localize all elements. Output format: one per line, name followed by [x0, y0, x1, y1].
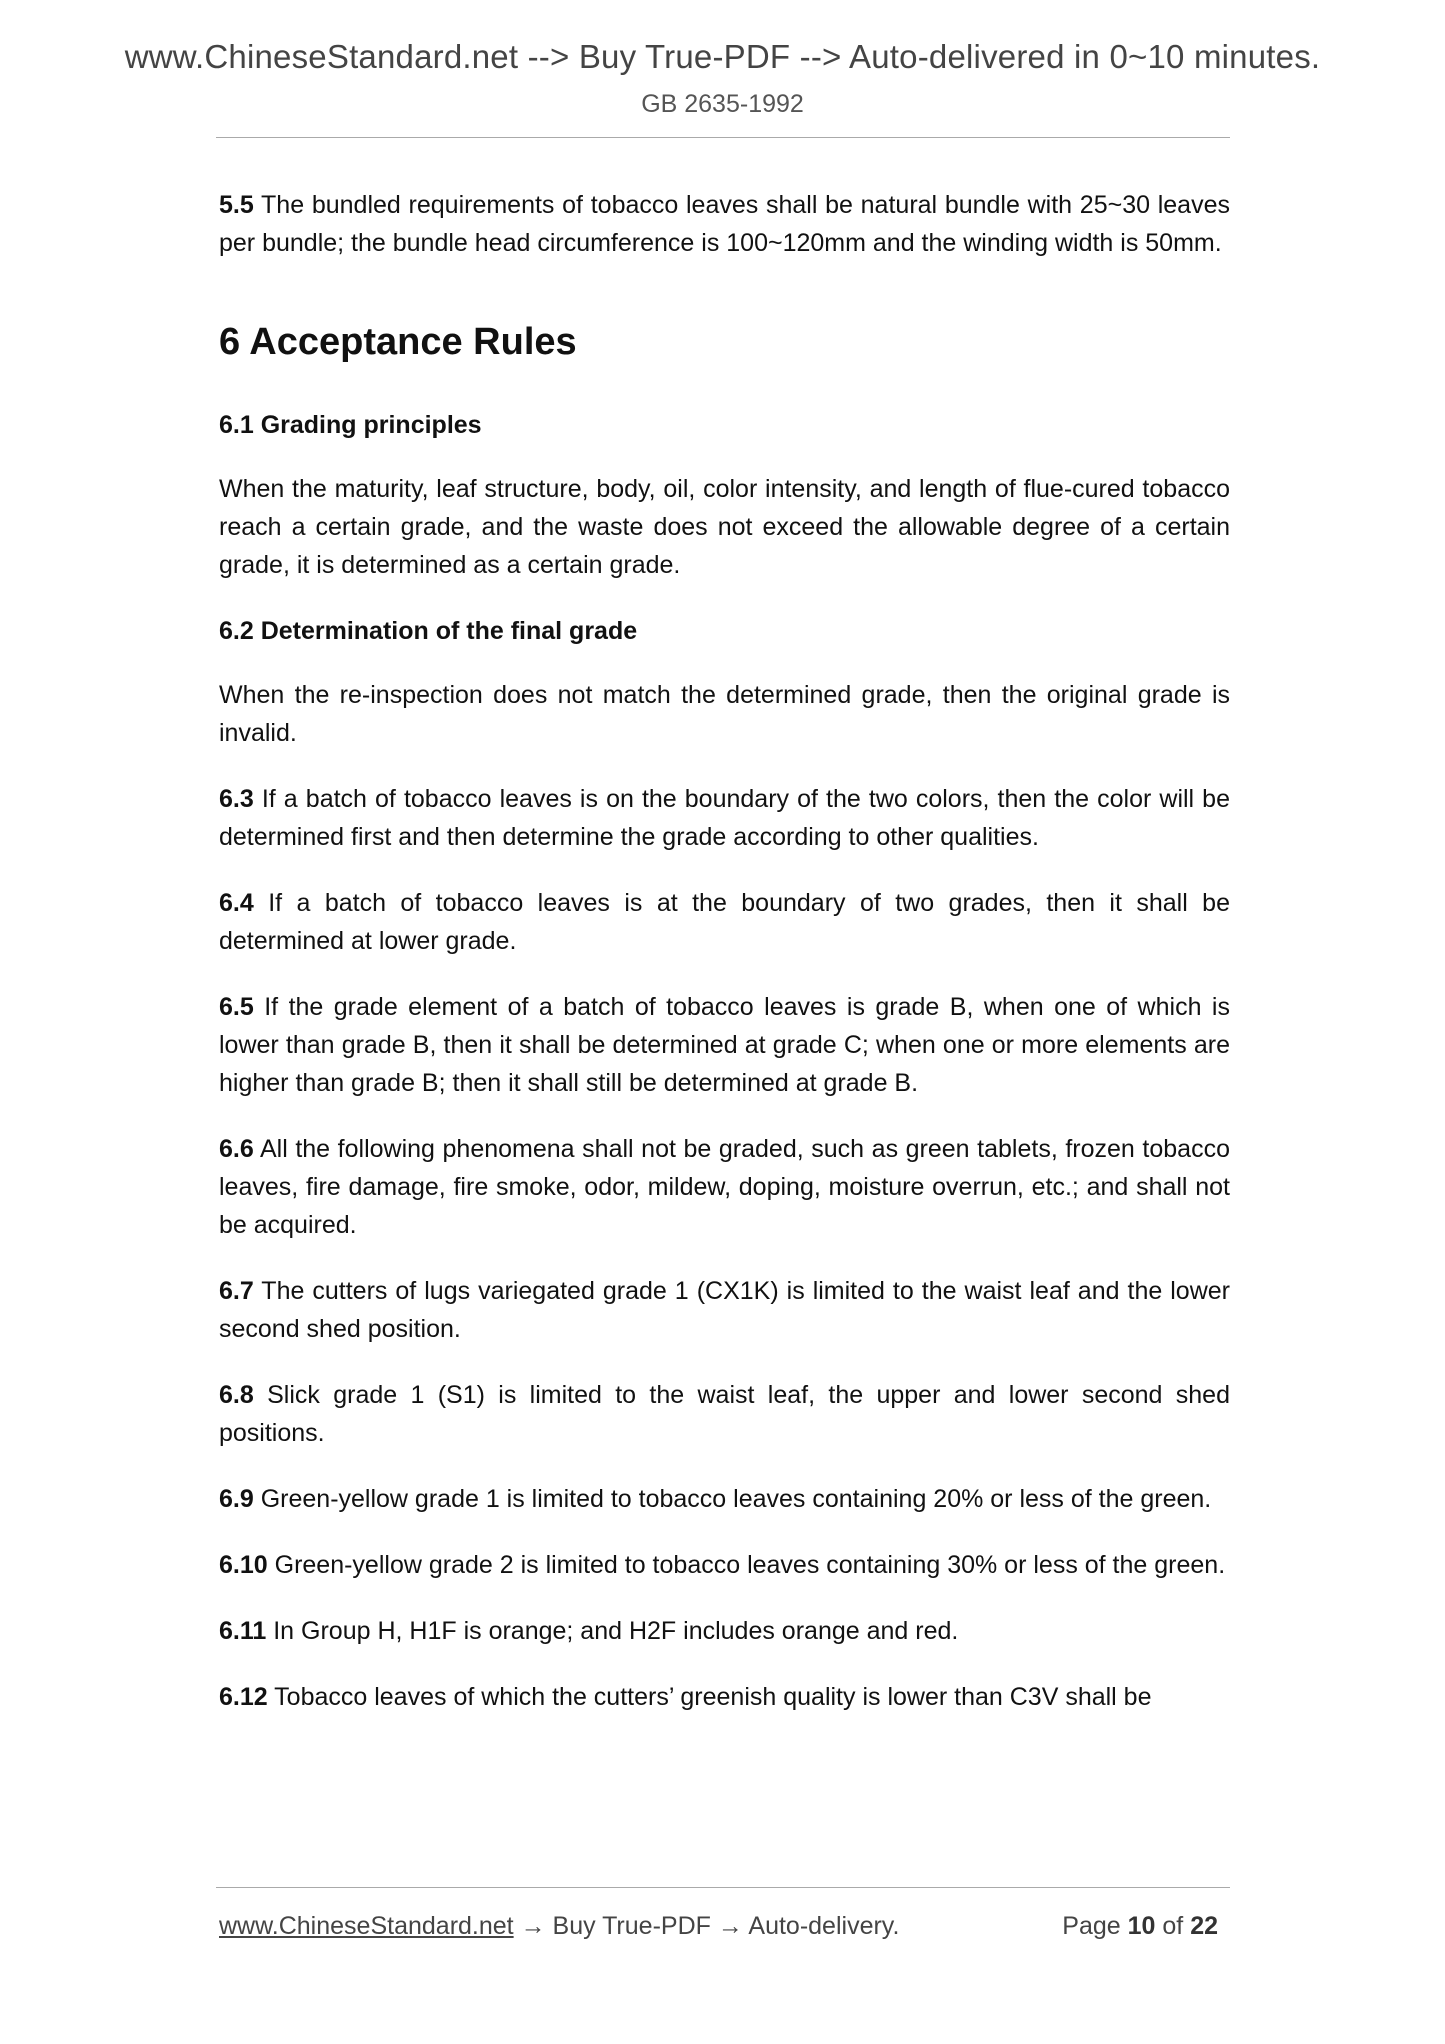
clause-6-11: [219, 1612, 1230, 1650]
clause-text: If a batch of tobacco leaves is on the boundary of the two colors, then the color will be determined first and then determine the grade according to other qualities.: [219, 785, 1230, 851]
page-total: 22: [1190, 1912, 1218, 1940]
clause-number: 6.11: [219, 1617, 267, 1645]
clause-6-5: [219, 988, 1230, 1102]
clause-text: All the following phenomena shall not be graded, such as green tablets, frozen tobacco leaves, fire damage, fire smoke, odor, mildew, doping, moisture overrun, etc.; and shall not be acquired.: [219, 1135, 1230, 1239]
clause-number: 6.3: [219, 785, 254, 813]
document-body: [219, 186, 1230, 1744]
clause-6-7: [219, 1272, 1230, 1348]
subsection-heading-6-2: 6.2 Determination of the final grade: [219, 617, 638, 645]
section-heading: 6 Acceptance Rules: [219, 321, 577, 363]
clause-number: 6.5: [219, 993, 254, 1021]
page-label: Page: [1062, 1912, 1128, 1940]
clause-number: 6.8: [219, 1381, 254, 1409]
clause-text: The bundled requirements of tobacco leaves shall be natural bundle with 25~30 leaves per bundle; the bundle head circumference is 100~120mm and the winding width is 50mm.: [219, 191, 1230, 257]
page-indicator: [1062, 1912, 1218, 1941]
clause-number: 6.6: [219, 1135, 254, 1163]
clause-text: Tobacco leaves of which the cutters’ greenish quality is lower than C3V shall be: [267, 1683, 1152, 1711]
clause-6-10: [219, 1546, 1230, 1584]
page-of-label: of: [1155, 1912, 1191, 1940]
clause-text: In Group H, H1F is orange; and H2F includes orange and red.: [266, 1617, 959, 1645]
clause-text: Green-yellow grade 2 is limited to tobacco leaves containing 30% or less of the green.: [267, 1551, 1226, 1579]
clause-6-1-text: When the maturity, leaf structure, body, oil, color intensity, and length of flue-cured tobacco reach a certain grade, and the waste does not exceed the allowable degree of a certain grade, it is determined as a certain grade.: [219, 475, 1230, 579]
clause-text: If a batch of tobacco leaves is at the boundary of two grades, then it shall be determined at lower grade.: [219, 889, 1230, 955]
clause-6-12: [219, 1678, 1230, 1716]
footer-site-link[interactable]: www.ChineseStandard.net: [219, 1912, 514, 1940]
footer-promo: [219, 1912, 899, 1941]
header-divider: [216, 137, 1230, 138]
clause-6-8: [219, 1376, 1230, 1452]
clause-6-6: [219, 1130, 1230, 1244]
subsection-heading-6-1: 6.1 Grading principles: [219, 411, 482, 439]
clause-number: 6.9: [219, 1485, 254, 1513]
page-number: 10: [1127, 1912, 1156, 1940]
clause-text: The cutters of lugs variegated grade 1 (CX1K) is limited to the waist leaf and the lower second shed position.: [219, 1277, 1230, 1343]
document-code: GB 2635-1992: [641, 90, 804, 118]
clause-6-3: [219, 780, 1230, 856]
footer-promo-text: → Buy True-PDF → Auto-delivery.: [513, 1912, 900, 1940]
clause-number: 6.10: [219, 1551, 268, 1579]
clause-number: 6.12: [219, 1683, 268, 1711]
clause-text: Slick grade 1 (S1) is limited to the waist leaf, the upper and lower second shed positions.: [219, 1381, 1230, 1447]
clause-text: If the grade element of a batch of tobacco leaves is grade B, when one of which is lower than grade B, then it shall be determined at grade C; when one or more elements are higher than grade B; then it shall still be determined at grade B.: [219, 993, 1230, 1097]
clause-number: 6.4: [219, 889, 254, 917]
clause-5-5: [219, 186, 1230, 262]
clause-6-9: [219, 1480, 1230, 1518]
footer-divider: [216, 1887, 1230, 1888]
clause-number: 5.5: [219, 191, 254, 219]
clause-6-2-text: When the re-inspection does not match the determined grade, then the original grade is invalid.: [219, 681, 1230, 747]
clause-text: Green-yellow grade 1 is limited to tobacco leaves containing 20% or less of the green.: [253, 1485, 1212, 1513]
clause-6-4: [219, 884, 1230, 960]
clause-number: 6.7: [219, 1277, 254, 1305]
site-banner: www.ChineseStandard.net --> Buy True-PDF --> Auto-delivered in 0~10 minutes.: [124, 38, 1321, 75]
